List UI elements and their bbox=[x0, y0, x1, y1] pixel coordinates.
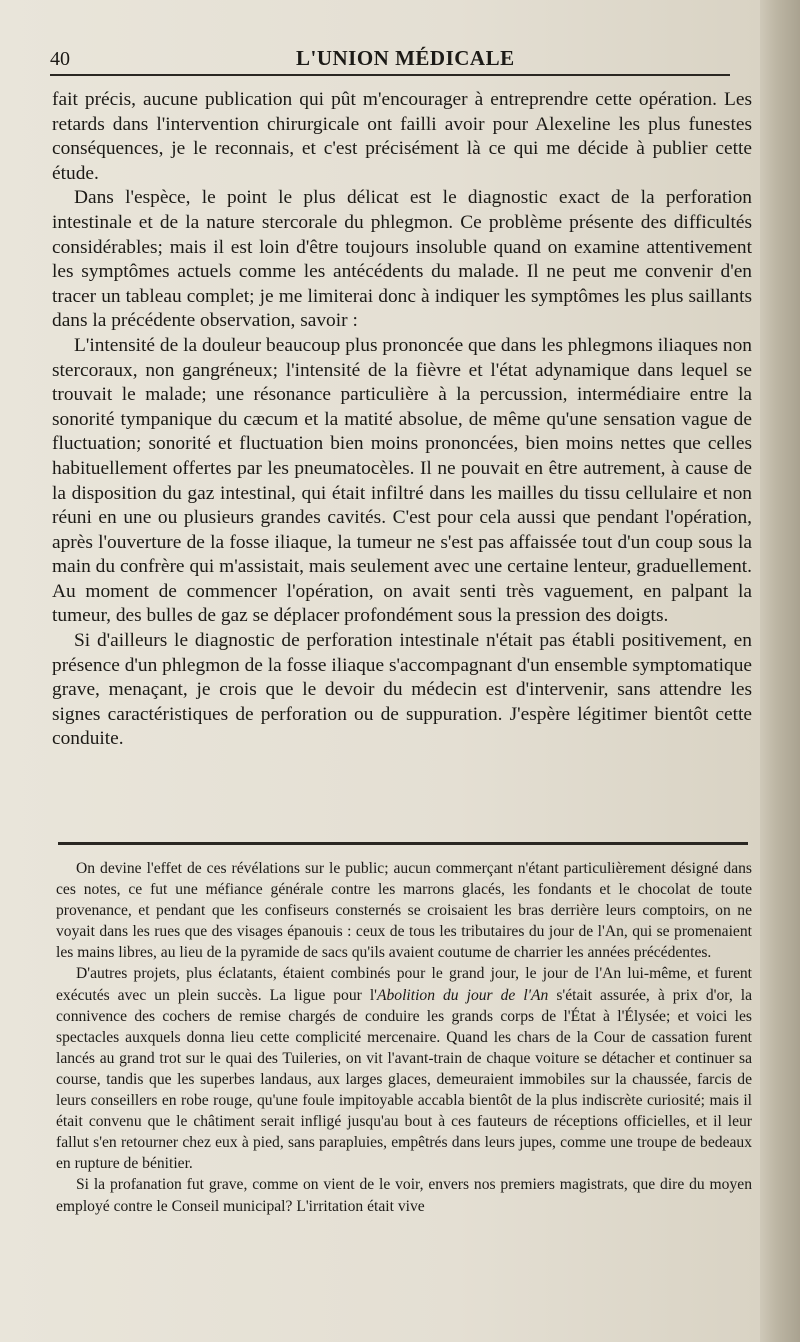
feuilleton-paragraph: On devine l'effet de ces révélations sur le public; aucun commerçant n'étant particulièrement désigné dans ces notes, ce fut une méfiance générale contre les marrons glacés, les fondants et le chocolat de toute provenance, et pendant que les confiseurs consternés se croisaient les bras derrière leurs comptoirs, on ne voyait dans les rues que des visages épanouis : ceux de tous les tributaires du jour de l'An, qui se promenaient les mains libres, au lieu de la pyramide de sacs qu'ils avaient coutume de charrier les années précédentes. bbox=[56, 860, 752, 962]
article-paragraph: Si d'ailleurs le diagnostic de perforation intestinale n'était pas établi positivement, en présence d'un phlegmon de la fosse iliaque s'accompagnant d'un ensemble symptomatique grave, menaçant, je crois que le devoir du médecin est d'intervenir, sans attendre les signes caractéristiques de perforation ou de suppuration. J'espère légitimer bientôt cette conduite. bbox=[52, 630, 752, 750]
header-rule bbox=[50, 74, 730, 76]
feuilleton-divider bbox=[58, 842, 748, 845]
article-body bbox=[52, 88, 752, 752]
article-paragraph: fait précis, aucune publication qui pût m'encourager à entreprendre cette opération. Les retards dans l'intervention chirurgicale ont failli avoir pour Alexeline les plus funestes conséquences, je le reconnais, et c'est précisément là ce qui me décide à publier cette étude. bbox=[52, 89, 752, 184]
page-header bbox=[50, 44, 730, 74]
feuilleton-text bbox=[56, 858, 752, 1217]
feuilleton-paragraph bbox=[56, 963, 752, 1174]
article-paragraph: L'intensité de la douleur beaucoup plus prononcée que dans les phlegmons iliaques non stercoraux, non gangréneux; l'intensité de la fièvre et l'état adynamique dans lequel se trouvait le malade; une résonance particulière à la percussion, intermédiaire entre la sonorité tympanique du cæcum et la matité absolue, de même qu'une sensation vague de fluctuation; sonorité et fluctuation bien moins prononcées, bien moins nettes que celles habituellement offertes par les pneumatocèles. Il ne pouvait en être autrement, à cause de la disposition du gaz intestinal, qui était infiltré dans les mailles du tissu cellulaire et non réuni en une ou plusieurs grandes cavités. C'est pour cela aussi que pendant l'opération, après l'ouverture de la fosse iliaque, la tumeur ne s'est pas affaissée tout d'un coup sous la main du confrère qui m'assistait, mais seulement avec une certaine lenteur, graduellement. Au moment de commencer l'opération, on avait senti très vaguement, en palpant la tumeur, des bulles de gaz se déplacer profondément sous la pression des doigts. bbox=[52, 334, 752, 627]
page-edge-shadow bbox=[760, 0, 800, 1342]
running-title: L'UNION MÉDICALE bbox=[296, 46, 515, 70]
feuilleton-italic-title: Abolition du jour de l'An bbox=[376, 986, 549, 1004]
feuilleton-text-run: D'autres projets, plus éclatants, étaient combinés pour le grand jour, le jour de l'An lui-même, et furent exécutés avec un plein succès. La ligue pour l' bbox=[56, 965, 752, 1004]
page-number: 40 bbox=[50, 48, 70, 70]
article-paragraph: Dans l'espèce, le point le plus délicat est le diagnostic exact de la perforation intestinale et de la nature stercorale du phlegmon. Ce problème présente des difficultés considérables; mais il est loin d'être toujours insoluble quand on examine attentivement les symptômes actuels comme les antécédents du malade. Il ne peut me convenir d'en tracer un tableau complet; je me limiterai donc à indiquer les symptômes les plus saillants dans la précédente observation, savoir : bbox=[52, 187, 752, 332]
feuilleton-paragraph: Si la profanation fut grave, comme on vient de le voir, envers nos premiers magistrats, que dire du moyen employé contre le Conseil municipal? L'irritation était vive bbox=[56, 1176, 752, 1215]
feuilleton-text-run: s'était assurée, à prix d'or, la connivence des cochers de remise chargés de conduire les grands corps de l'État à l'Élysée; et voici les spectacles auxquels donna lieu cette complicité mercenaire. Quand les chars de la Cour de cassation furent lancés au grand trot sur le quai des Tuileries, on vit l'avant-train de chaque voiture se détacher et continuer sa course, tandis que les superbes landaus, aux larges glaces, demeuraient immobiles sur la chaussée, farcis de leurs conseillers en robe rouge, qu'une foule impitoyable accabla bientôt de la plus indiscrète curiosité; mais il était convenu que le châtiment serait infligé jusqu'au bout à ces fauteurs de réceptions officielles, et il leur fallut s'en retourner chez eux à pied, sans parapluies, empêtrés dans leurs jupes, comme une troupe de bedeaux en rupture de bénitier. bbox=[56, 986, 752, 1173]
